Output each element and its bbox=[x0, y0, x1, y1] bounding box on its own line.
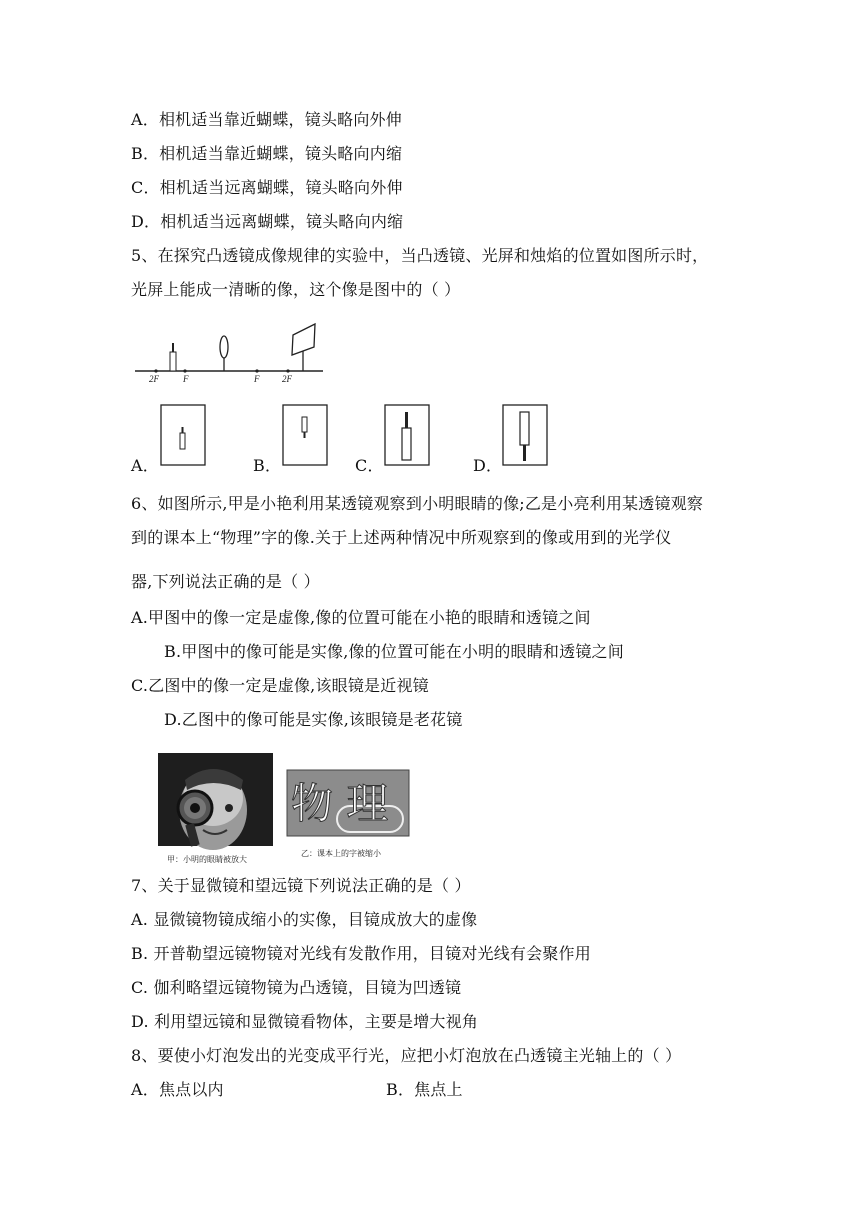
q6-stem-line1: 6、如图所示,甲是小艳利用某透镜观察到小明眼睛的像;乙是小亮利用某透镜观察 bbox=[131, 494, 704, 513]
candle-icon bbox=[170, 343, 176, 371]
choice-b-image-box bbox=[282, 404, 328, 466]
photo-textbook-words bbox=[285, 750, 413, 868]
q7-stem: 7、关于显微镜和望远镜下列说法正确的是（ ） bbox=[131, 876, 471, 895]
optical-bench-diagram bbox=[133, 322, 333, 382]
q5-choice-label-c: C． bbox=[355, 456, 384, 475]
q6-stem-line3: 器,下列说法正确的是（ ） bbox=[131, 572, 320, 591]
choice-c-image-box bbox=[384, 404, 430, 466]
axis-label-2f-right: 2F bbox=[282, 374, 292, 382]
q5-stem-line1: 5、在探究凸透镜成像规律的实验中，当凸透镜、光屏和烛焰的位置如图所示时， bbox=[131, 246, 709, 265]
convex-lens-icon bbox=[220, 336, 228, 358]
q6-option-b: B.甲图中的像可能是实像,像的位置可能在小明的眼睛和透镜之间 bbox=[164, 642, 624, 661]
q6-option-c: C.乙图中的像一定是虚像,该眼镜是近视镜 bbox=[131, 676, 429, 695]
q4-option-c: C．相机适当远离蝴蝶，镜头略向外伸 bbox=[131, 178, 403, 197]
q4-option-d: D．相机适当远离蝴蝶，镜头略向内缩 bbox=[131, 212, 404, 231]
q6-stem-line2: 到的课本上“物理”字的像.关于上述两种情况中所观察到的像或用到的光学仪 bbox=[131, 528, 672, 547]
photo-magnified-eye bbox=[155, 750, 275, 868]
q5-stem-line2: 光屏上能成一清晰的像，这个像是图中的（ ） bbox=[131, 280, 461, 299]
q7-option-c: C. 伽利略望远镜物镜为凸透镜，目镜为凹透镜 bbox=[131, 978, 462, 997]
q7-option-d: D. 利用望远镜和显微镜看物体，主要是增大视角 bbox=[131, 1012, 479, 1031]
q7-option-b: B. 开普勒望远镜物镜对光线有发散作用，目镜对光线有会聚作用 bbox=[131, 944, 591, 963]
choice-d-image-box bbox=[502, 404, 548, 466]
q4-option-b: B．相机适当靠近蝴蝶，镜头略向内缩 bbox=[131, 144, 403, 163]
axis-label-f-right: F bbox=[254, 374, 260, 382]
choice-a-image-box bbox=[160, 404, 206, 466]
caption-left: 甲：小明的眼睛被放大 bbox=[167, 855, 247, 864]
q6-option-d: D.乙图中的像可能是实像,该眼镜是老花镜 bbox=[164, 710, 463, 729]
axis-label-2f-left: 2F bbox=[149, 374, 159, 382]
q4-option-a: A．相机适当靠近蝴蝶，镜头略向外伸 bbox=[131, 110, 402, 129]
q5-choice-label-a: A． bbox=[131, 456, 159, 475]
caption-right: 乙：课本上的字被缩小 bbox=[301, 849, 381, 858]
light-screen-icon bbox=[292, 324, 315, 371]
q8-stem: 8、要使小灯泡发出的光变成平行光，应把小灯泡放在凸透镜主光轴上的（ ） bbox=[131, 1046, 682, 1065]
axis-label-f-left: F bbox=[183, 374, 189, 382]
q8-option-a: A．焦点以内 bbox=[131, 1080, 224, 1099]
textbook-word: 物 理 bbox=[291, 779, 389, 828]
q8-option-b: B．焦点上 bbox=[386, 1080, 463, 1099]
q5-choice-label-b: B． bbox=[253, 456, 282, 475]
q7-option-a: A. 显微镜物镜成缩小的实像，目镜成放大的虚像 bbox=[131, 910, 478, 929]
q6-option-a: A.甲图中的像一定是虚像,像的位置可能在小艳的眼睛和透镜之间 bbox=[131, 608, 591, 627]
q5-choice-label-d: D． bbox=[473, 456, 503, 475]
